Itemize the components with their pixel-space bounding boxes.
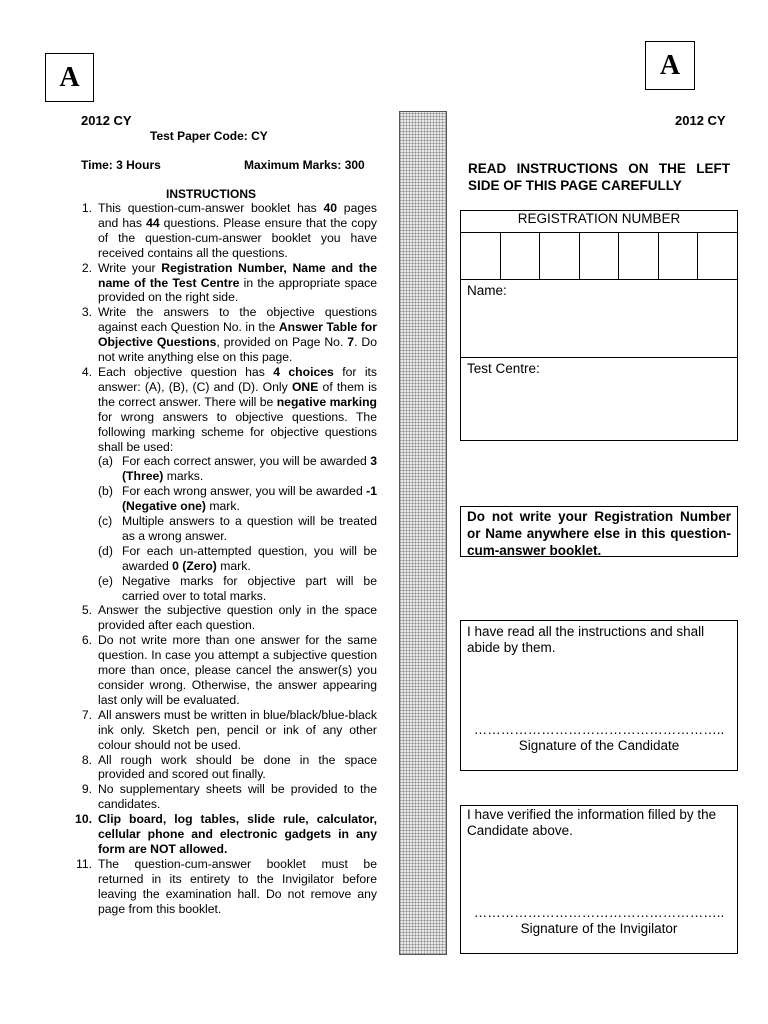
instruction-text: Write the answers to the objective questions against each Question No. in the Answer Table for Objective Questions, provided on Page No. 7. Do not write anything else on this page. — [98, 305, 377, 365]
instruction-text: Do not write more than one answer for the same question. In case you attempt a subjective question more than once, please cancel the answer(s) you consider wrong. Otherwise, the answer appearing last only will be evaluated. — [98, 633, 377, 707]
instruction-text: Write your Registration Number, Name and the name of the Test Centre in the appropriate space provided on the right side. — [98, 260, 377, 305]
marking-scheme-label: (a) — [98, 454, 113, 469]
instruction-number: 4. — [81, 364, 92, 379]
registration-digit-cell[interactable] — [659, 233, 699, 279]
invigilator-declaration-box[interactable] — [460, 805, 738, 954]
instruction-item — [72, 603, 377, 633]
instructions-list — [72, 201, 377, 917]
warning-box — [460, 506, 738, 557]
instruction-item — [72, 857, 377, 917]
instruction-text: Clip board, log tables, slide rule, calculator, cellular phone and electronic gadgets in any form are NOT allowed. — [98, 812, 377, 856]
candidate-signature-line: ……………………………………………….. — [473, 722, 725, 737]
instruction-text: Answer the subjective question only in the space provided after each question. — [98, 603, 377, 633]
instruction-item — [72, 782, 377, 812]
instruction-item — [72, 812, 377, 857]
marking-scheme-item — [98, 574, 377, 604]
registration-number-label: REGISTRATION NUMBER — [517, 211, 681, 226]
candidate-signature-label: Signature of the Candidate — [518, 738, 680, 753]
name-label: Name: — [467, 283, 507, 298]
instruction-item — [72, 365, 377, 604]
instruction-number: 5. — [81, 603, 92, 618]
instruction-number: 8. — [81, 752, 92, 767]
booklet-code-left: A — [59, 61, 80, 93]
registration-digit-cell[interactable] — [501, 233, 541, 279]
instruction-number: 10. — [75, 812, 92, 827]
invigilator-declaration-text: I have verified the information filled by the Candidate above. — [467, 807, 717, 838]
instruction-number: 3. — [81, 305, 92, 320]
instruction-number: 6. — [81, 633, 92, 648]
marking-scheme-text: Negative marks for objective part will be carried over to total marks. — [122, 573, 377, 603]
instruction-item — [72, 708, 377, 753]
candidate-declaration-text: I have read all the instructions and shall abide by them. — [467, 624, 705, 655]
instruction-item — [72, 305, 377, 365]
marking-scheme-text: For each wrong answer, you will be awarded -1 (Negative one) mark. — [122, 484, 377, 514]
test-centre-field[interactable] — [461, 358, 737, 380]
marking-scheme-item — [98, 544, 377, 574]
time-label: Time: 3 Hours — [81, 158, 161, 172]
registration-box — [460, 210, 738, 441]
instruction-text: Each objective question has 4 choices for its answer: (A), (B), (C) and (D). Only ONE of them is the correct answer. There will be negative marking for wrong answers to objective questions. The following marking scheme for objective questions shall be used: — [98, 364, 378, 454]
test-centre-label: Test Centre: — [467, 361, 540, 376]
test-paper-code: Test Paper Code: CY — [150, 129, 268, 143]
booklet-code-box-right — [645, 41, 695, 90]
marking-scheme-label: (b) — [98, 484, 113, 499]
invigilator-signature-label: Signature of the Invigilator — [520, 921, 678, 936]
instruction-number: 1. — [81, 201, 92, 215]
marking-scheme-text: Multiple answers to a question will be treated as a wrong answer. — [122, 514, 377, 543]
registration-digit-cell[interactable] — [619, 233, 659, 279]
instruction-text: No supplementary sheets will be provided to the candidates. — [98, 782, 377, 812]
instruction-item — [72, 753, 377, 783]
marking-scheme-label: (e) — [98, 573, 113, 588]
marking-scheme-item — [98, 484, 377, 514]
booklet-code-box-left — [45, 53, 94, 102]
registration-digit-cell[interactable] — [461, 233, 501, 279]
instruction-text: This question-cum-answer booklet has 40 pages and has 44 questions. Please ensure that the copy of the question-cum-answer booklet you have received contains all the questions. — [98, 201, 378, 260]
instruction-number: 2. — [81, 260, 92, 275]
marking-scheme-label: (d) — [98, 543, 113, 558]
max-marks-label: Maximum Marks: 300 — [244, 158, 365, 172]
registration-digit-cell[interactable] — [540, 233, 580, 279]
center-margin-strip — [399, 111, 447, 955]
registration-number-grid[interactable] — [461, 232, 737, 280]
instruction-text: All rough work should be done in the space provided and scored out finally. — [98, 752, 377, 782]
marking-scheme-list — [98, 454, 377, 603]
marking-scheme-text: For each un-attempted question, you will be awarded 0 (Zero) mark. — [122, 543, 377, 573]
instruction-item — [72, 633, 377, 708]
registration-digit-cell[interactable] — [698, 233, 737, 279]
registration-digit-cell[interactable] — [580, 233, 620, 279]
instruction-number: 9. — [81, 782, 92, 797]
marking-scheme-item — [98, 514, 377, 544]
instruction-text: All answers must be written in blue/black/blue-black ink only. Sketch pen, pencil or ink of any other colour should not be used. — [98, 707, 377, 752]
read-instructions-notice: READ INSTRUCTIONS ON THE LEFT SIDE OF THIS PAGE CAREFULLY — [468, 161, 730, 193]
instruction-number: 11. — [75, 856, 92, 871]
warning-text: Do not write your Registration Number or Name anywhere else in this question-cum-answer booklet. — [467, 509, 731, 558]
year-label-left: 2012 CY — [81, 113, 132, 128]
instruction-item — [72, 261, 377, 306]
instruction-number: 7. — [81, 707, 92, 722]
instructions-heading: INSTRUCTIONS — [166, 187, 256, 201]
name-field[interactable] — [461, 280, 737, 358]
booklet-code-right: A — [659, 49, 681, 81]
instruction-item — [72, 201, 377, 261]
candidate-declaration-box[interactable] — [460, 620, 738, 771]
year-label-right: 2012 CY — [675, 113, 726, 128]
invigilator-signature-line: ……………………………………………….. — [473, 905, 725, 920]
marking-scheme-label: (c) — [98, 514, 113, 529]
instruction-text: The question-cum-answer booklet must be returned in its entirety to the Invigilator before leaving the examination hall. Do not remove any page from this booklet. — [98, 856, 377, 916]
marking-scheme-item — [98, 454, 377, 484]
marking-scheme-text: For each correct answer, you will be awarded 3 (Three) marks. — [122, 454, 377, 484]
